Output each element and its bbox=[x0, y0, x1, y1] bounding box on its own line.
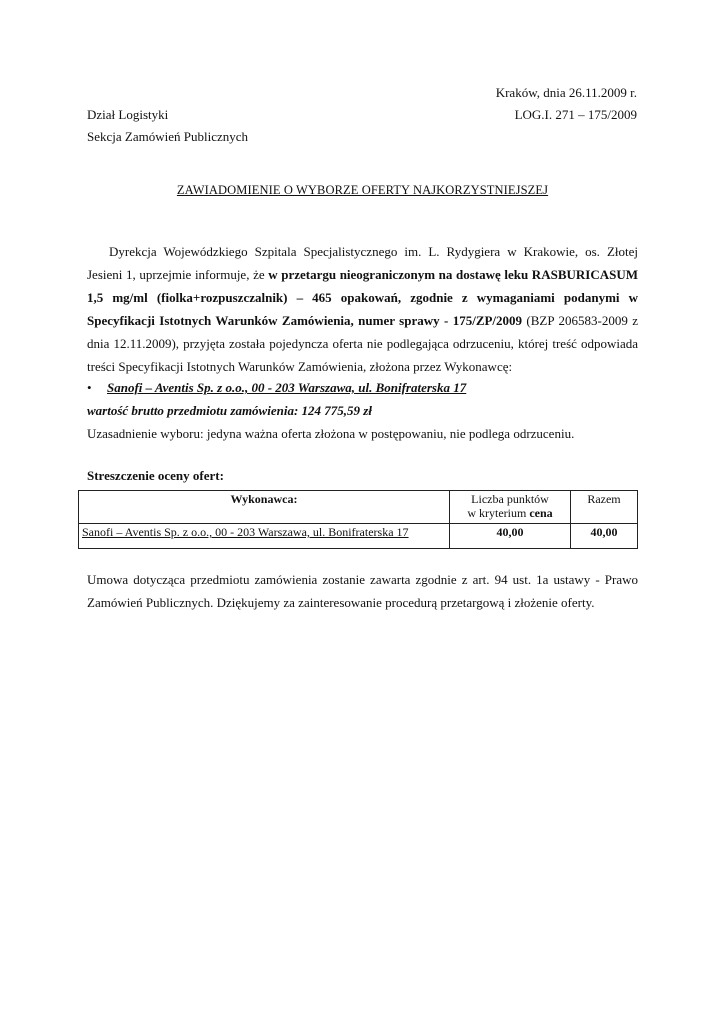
department-name: Dział Logistyki bbox=[87, 107, 169, 122]
table-header-row bbox=[79, 491, 638, 524]
row-total: 40,00 bbox=[571, 524, 638, 549]
notice-paragraph bbox=[87, 240, 638, 378]
section-name: Sekcja Zamówień Publicznych bbox=[87, 129, 249, 144]
selection-reason: Uzasadnienie wyboru: jedyna ważna oferta złożona w postępowaniu, nie podlega odrzuceniu. bbox=[87, 426, 575, 441]
contract-value: wartość brutto przedmiotu zamówienia: 124 775,59 zł bbox=[87, 403, 372, 418]
summary-heading: Streszczenie oceny ofert: bbox=[87, 468, 224, 483]
header-points-criterion: cena bbox=[529, 506, 553, 520]
row-contractor: Sanofi – Aventis Sp. z o.o., 00 - 203 Warszawa, ul. Bonifraterska 17 bbox=[79, 524, 450, 549]
notice-text-intro: Dyrekcja Wojewódzkiego Szpitala Specjalistycznego im. L. Rydygiera w Krakowie, os. Złotej Jesieni 1, uprzejmie informuje, że bbox=[87, 244, 638, 282]
closing-paragraph: Umowa dotycząca przedmiotu zamówienia zostanie zawarta zgodnie z art. 94 ust. 1a ustawy - Prawo Zamówień Publicznych. Dziękujemy za zainteresowanie procedurą przetargową i złożenie oferty. bbox=[87, 572, 638, 610]
offers-table bbox=[78, 490, 638, 549]
header-total: Razem bbox=[571, 491, 638, 524]
winner-line bbox=[87, 380, 466, 396]
header-points-line2: w kryterium bbox=[467, 506, 530, 520]
header-contractor: Wykonawca: bbox=[79, 491, 450, 524]
table-row bbox=[79, 524, 638, 549]
notice-text-subject: w przetargu nieograniczonym na dostawę leku RASBURICASUM 1,5 mg/ml (fiolka+rozpuszczalnik) – 465 opakowań, zgodnie z wymaganiami podanymi w Specyfikacji Istotnych Warunków Zamówienia, numer sprawy - 175/ZP/2009 bbox=[87, 267, 638, 328]
row-points: 40,00 bbox=[450, 524, 571, 549]
document-title: ZAWIADOMIENIE O WYBORZE OFERTY NAJKORZYSTNIEJSZEJ bbox=[176, 183, 549, 197]
reference-number: LOG.I. 271 – 175/2009 bbox=[514, 107, 637, 122]
header-points-line1: Liczba punktów bbox=[471, 492, 549, 506]
notice-text-details: (BZP 206583-2009 z dnia 12.11.2009), przyjęta została pojedyncza oferta nie podlegająca odrzuceniu, której treść odpowiada treści Specyfikacji Istotnych Warunków Zamówienia, złożona przez Wykonawcę: bbox=[87, 313, 638, 374]
bullet-icon: • bbox=[87, 380, 92, 395]
header-points bbox=[450, 491, 571, 524]
winner-name: Sanofi – Aventis Sp. z o.o., 00 - 203 Warszawa, ul. Bonifraterska 17 bbox=[107, 380, 467, 395]
document-date: Kraków, dnia 26.11.2009 r. bbox=[495, 85, 637, 100]
